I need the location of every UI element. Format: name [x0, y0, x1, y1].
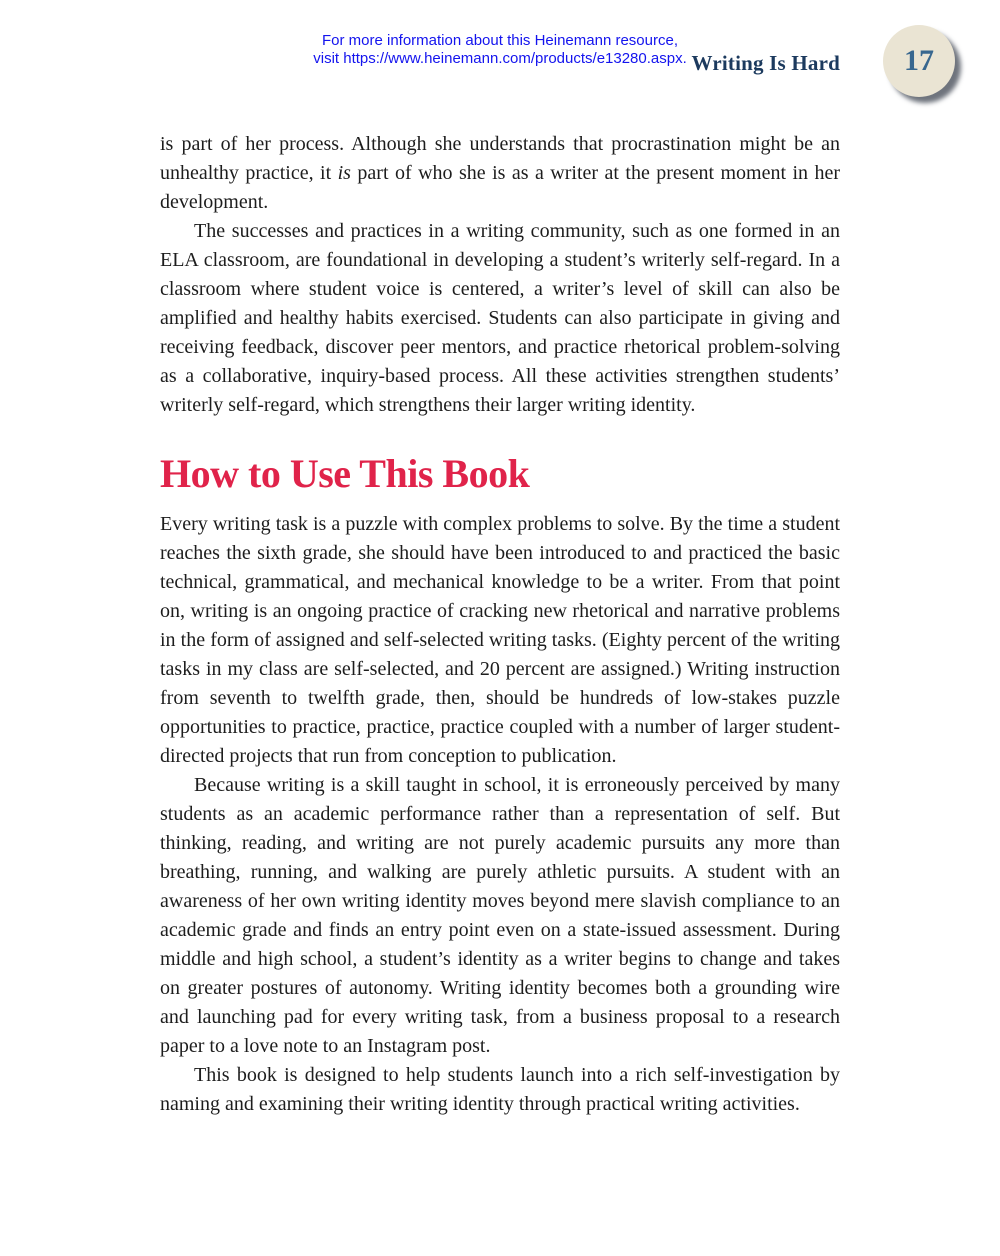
paragraph-skill-in-school: Because writing is a skill taught in school, it is erroneously perceived by many students as an academic performance rather than a representation of self. But thinking, reading, and writing are not purely academic pursuits any more than breathing, running, and walking are purely athletic pursuits. A student with an awareness of her own writing identity moves beyond mere slavish compliance to an academic grade and finds an entry point even on a state-issued assessment. During middle and high school, a student’s identity as a writer begins to change and takes on greater postures of autonomy. Writing identity becomes both a grounding wire and launching pad for every writing task, from a business proposal to a research paper to a love note to an Instagram post.: [160, 774, 840, 1057]
paragraph-puzzle: Every writing task is a puzzle with complex problems to solve. By the time a student reaches the sixth grade, she should have been introduced to and practiced the basic technical, grammatical, and mechanical knowledge to be a writer. From that point on, writing is an ongoing practice of cracking new rhetorical and narrative problems in the form of assigned and self-selected writing tasks. (Eighty percent of the writing tasks in my class are self-selected, and 20 percent are assigned.) Writing instruction from seventh to twelfth grade, then, should be hundreds of low-stakes puzzle opportunities to practice, practice, practice coupled with a number of larger student-directed projects that run from conception to publication.: [160, 513, 840, 767]
resource-note-line1: For more information about this Heinemann resource,: [321, 32, 678, 49]
paragraph-procrastination: [160, 130, 840, 217]
running-head: Writing Is Hard: [691, 51, 840, 75]
paragraph1-pre-italic: is part of her process. Although she understands that procrastination might be an unhealthy practice, it: [160, 133, 840, 184]
paragraph1-italic-word: is: [337, 162, 351, 184]
paragraph-writing-community: The successes and practices in a writing community, such as one formed in an ELA classroom, are foundational in developing a student’s writerly self-regard. In a classroom where student voice is centered, a writer’s level of skill can also be amplified and healthy habits exercised. Students can also participate in giving and receiving feedback, discover peer mentors, and practice rhetorical problem-solving as a collaborative, inquiry-based process. All these activities strengthen students’ writerly self-regard, which strengthens their larger writing identity.: [160, 220, 840, 416]
paragraph-book-purpose: This book is designed to help students launch into a rich self-investigation by naming and examining their writing identity through practical writing activities.: [160, 1064, 840, 1115]
page-number-badge: [883, 25, 955, 97]
section-heading: How to Use This Book: [160, 451, 530, 496]
page-number: 17: [904, 44, 934, 77]
resource-url-link[interactable]: visit https://www.heinemann.com/products/e13280.aspx.: [313, 50, 687, 67]
paragraph1-post-italic: part of who she is as a writer at the present moment in her development.: [160, 162, 841, 213]
page-body: [160, 130, 840, 1119]
resource-note: [0, 32, 1000, 68]
